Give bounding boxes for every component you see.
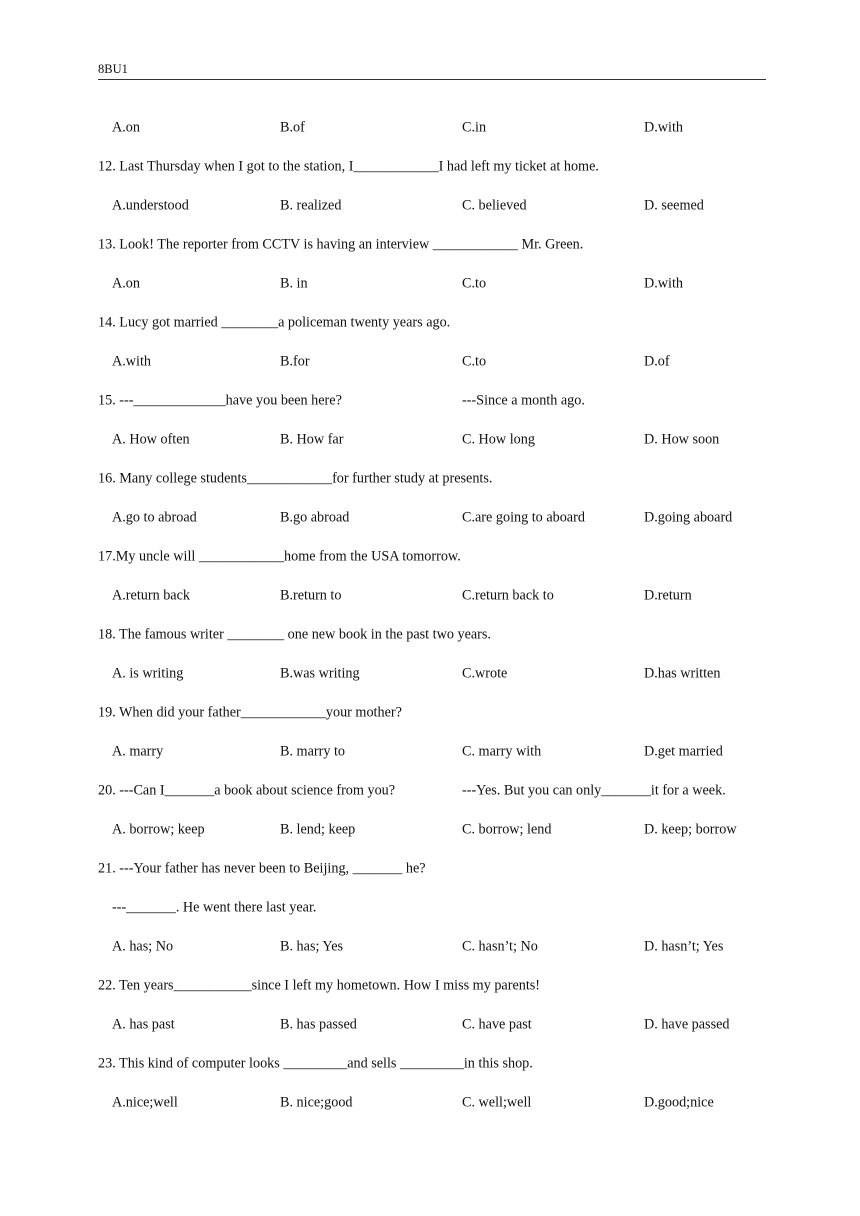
answer-options-row [98, 264, 766, 303]
option-d: D.get married [644, 743, 723, 759]
question-text: 16. Many college students____________for further study at presents. [98, 470, 493, 486]
option-b: B. lend; keep [280, 821, 356, 837]
option-a: A.on [112, 275, 140, 291]
option-d: D. keep; borrow [644, 821, 737, 837]
dialogue-response: ---Yes. But you can only_______it for a week. [462, 782, 726, 798]
answer-options-row [98, 1083, 766, 1122]
option-a: A.nice;well [112, 1094, 178, 1110]
question-row [98, 693, 766, 732]
question-row [98, 537, 766, 576]
option-d: D. have passed [644, 1016, 730, 1032]
option-a: A. has past [112, 1016, 175, 1032]
option-a: A. marry [112, 743, 164, 759]
option-b: B. has passed [280, 1016, 357, 1032]
option-c: C.to [462, 275, 487, 291]
option-b: B. marry to [280, 743, 346, 759]
question-text: 12. Last Thursday when I got to the station, I____________I had left my ticket at home. [98, 158, 599, 174]
option-c: C.are going to aboard [462, 509, 585, 525]
header-label: 8BU1 [98, 62, 128, 76]
answer-options-row [98, 186, 766, 225]
option-b: B.of [280, 119, 305, 135]
question-text: 19. When did your father____________your mother? [98, 704, 402, 720]
option-d: D.going aboard [644, 509, 733, 525]
option-a: A.on [112, 119, 140, 135]
option-c: C. marry with [462, 743, 542, 759]
option-c: C. believed [462, 197, 527, 213]
option-a: A. borrow; keep [112, 821, 205, 837]
option-b: B. has; Yes [280, 938, 344, 954]
option-a: A.with [112, 353, 152, 369]
answer-options-row [98, 1005, 766, 1044]
question-row [98, 381, 766, 420]
option-d: D.of [644, 353, 670, 369]
option-c: C. How long [462, 431, 535, 447]
question-list [98, 108, 766, 1122]
option-b: B. nice;good [280, 1094, 353, 1110]
question-row [98, 771, 766, 810]
question-row [98, 225, 766, 264]
option-d: D. seemed [644, 197, 704, 213]
option-c: C.wrote [462, 665, 508, 681]
option-d: D. How soon [644, 431, 720, 447]
dialogue-response: ---Since a month ago. [462, 392, 585, 408]
option-a: A.return back [112, 587, 190, 603]
question-text: 13. Look! The reporter from CCTV is having an interview ____________ Mr. Green. [98, 236, 584, 252]
answer-options-row [98, 732, 766, 771]
answer-options-row [98, 654, 766, 693]
question-text: 23. This kind of computer looks _________and sells _________in this shop. [98, 1055, 533, 1071]
answer-options-row [98, 108, 766, 147]
option-c: C. hasn’t; No [462, 938, 538, 954]
option-d: D.with [644, 119, 684, 135]
option-b: B.for [280, 353, 310, 369]
option-d: D.has written [644, 665, 721, 681]
option-b: B. realized [280, 197, 342, 213]
option-b: B. in [280, 275, 308, 291]
question-row [98, 1044, 766, 1083]
option-a: A.understood [112, 197, 189, 213]
question-text: 21. ---Your father has never been to Beijing, _______ he? [98, 860, 426, 876]
option-b: B.was writing [280, 665, 360, 681]
option-c: C.to [462, 353, 487, 369]
question-row [98, 615, 766, 654]
option-d: D.with [644, 275, 684, 291]
option-b: B. How far [280, 431, 344, 447]
question-row [98, 966, 766, 1005]
answer-options-row [98, 576, 766, 615]
option-c: C. borrow; lend [462, 821, 552, 837]
option-b: B.return to [280, 587, 342, 603]
option-d: D.good;nice [644, 1094, 714, 1110]
option-c: C. have past [462, 1016, 532, 1032]
answer-options-row [98, 342, 766, 381]
question-row [98, 849, 766, 888]
option-c: C.in [462, 119, 487, 135]
question-text: 22. Ten years___________since I left my hometown. How I miss my parents! [98, 977, 541, 993]
question-text: 14. Lucy got married ________a policeman twenty years ago. [98, 314, 451, 330]
answer-options-row [98, 810, 766, 849]
question-row [98, 303, 766, 342]
option-d: D. hasn’t; Yes [644, 938, 724, 954]
question-row [98, 147, 766, 186]
option-a: A. is writing [112, 665, 184, 681]
answer-options-row [98, 498, 766, 537]
option-a: A. has; No [112, 938, 174, 954]
question-row [98, 459, 766, 498]
option-b: B.go abroad [280, 509, 350, 525]
question-text: 20. ---Can I_______a book about science from you? [98, 782, 396, 798]
question-text: 18. The famous writer ________ one new book in the past two years. [98, 626, 491, 642]
option-c: C.return back to [462, 587, 554, 603]
option-a: A.go to abroad [112, 509, 197, 525]
page-header [98, 62, 766, 80]
option-a: A. How often [112, 431, 190, 447]
question-text: ---_______. He went there last year. [112, 899, 317, 915]
question-text: 17.My uncle will ____________home from the USA tomorrow. [98, 548, 461, 564]
answer-options-row [98, 420, 766, 459]
question-row [98, 888, 766, 927]
answer-options-row [98, 927, 766, 966]
option-c: C. well;well [462, 1094, 532, 1110]
option-d: D.return [644, 587, 692, 603]
question-text: 15. ---_____________have you been here? [98, 392, 342, 408]
